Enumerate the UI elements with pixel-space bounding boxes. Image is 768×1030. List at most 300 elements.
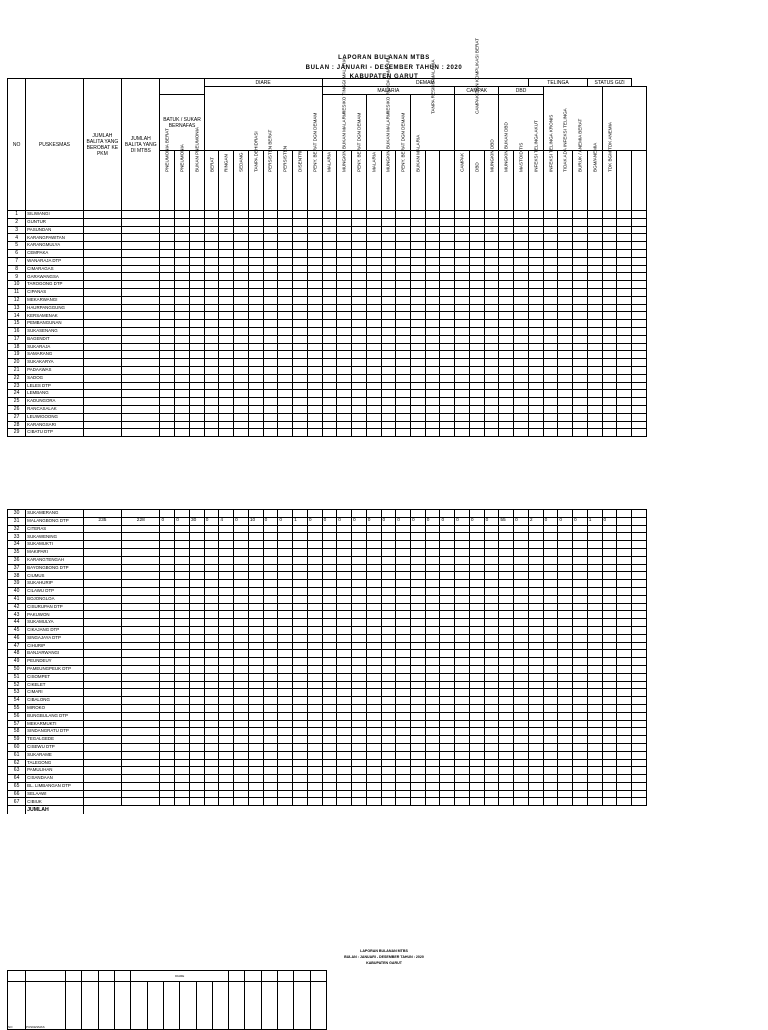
- puskesmas-name: BL. LIMBANGAN DTP: [26, 782, 84, 790]
- value-cell: [322, 704, 337, 712]
- value-cell: [248, 611, 263, 619]
- value-cell: [204, 564, 219, 572]
- value-cell: [514, 398, 529, 406]
- value-cell: [381, 626, 396, 634]
- value-cell: [160, 304, 175, 312]
- value-cell: [83, 382, 121, 390]
- value-cell: [160, 533, 175, 541]
- value-cell: [425, 533, 440, 541]
- puskesmas-name: SUKAHURIP: [26, 580, 84, 588]
- value-cell: [248, 296, 263, 304]
- value-cell: [573, 697, 588, 705]
- value-cell: [293, 775, 308, 783]
- value-cell: [263, 242, 278, 250]
- puskesmas-name: BAGENDIT: [26, 335, 84, 343]
- value-cell: [440, 288, 455, 296]
- value-cell: 2: [528, 517, 543, 525]
- value-cell: [122, 572, 160, 580]
- value-cell: [234, 366, 249, 374]
- value-cell: [307, 665, 322, 673]
- value-cell: [558, 421, 573, 429]
- value-cell: [278, 242, 293, 250]
- value-cell: [528, 736, 543, 744]
- value-cell: [573, 265, 588, 273]
- value-cell: [234, 798, 249, 806]
- value-cell: [528, 634, 543, 642]
- table-row: [8, 327, 647, 335]
- value-cell: [558, 712, 573, 720]
- value-cell: [381, 413, 396, 421]
- value-cell: [543, 619, 558, 627]
- value-cell: [573, 619, 588, 627]
- value-cell: [322, 296, 337, 304]
- value-cell: [307, 720, 322, 728]
- value-cell: [366, 782, 381, 790]
- value-cell: [558, 242, 573, 250]
- value-cell: [543, 681, 558, 689]
- value-cell: 0: [337, 517, 352, 525]
- value-cell: [484, 249, 499, 257]
- value-cell: [543, 775, 558, 783]
- value-cell: [484, 510, 499, 518]
- value-cell: [528, 265, 543, 273]
- value-cell: [352, 374, 367, 382]
- value-cell: [396, 603, 411, 611]
- value-cell: [204, 665, 219, 673]
- value-cell: [337, 296, 352, 304]
- value-cell: [514, 697, 529, 705]
- value-cell: [587, 234, 602, 242]
- value-cell: [248, 564, 263, 572]
- puskesmas-name: LEUWIGOONG: [26, 413, 84, 421]
- value-cell: [631, 759, 646, 767]
- value-cell: [219, 211, 234, 219]
- value-cell: [337, 548, 352, 556]
- value-cell: [293, 281, 308, 289]
- value-cell: [631, 782, 646, 790]
- value-cell: [528, 525, 543, 533]
- mini-col-top: [82, 971, 98, 982]
- value-cell: [322, 312, 337, 320]
- value-cell: [514, 413, 529, 421]
- value-cell: [617, 525, 632, 533]
- value-cell: [352, 743, 367, 751]
- value-cell: [484, 390, 499, 398]
- mini-report-period: BULAN : JANUARI - DESEMBER TAHUN : 2020: [344, 955, 424, 959]
- value-cell: [175, 681, 190, 689]
- value-cell: [381, 242, 396, 250]
- value-cell: [425, 728, 440, 736]
- value-cell: [425, 429, 440, 437]
- value-cell: [469, 288, 484, 296]
- value-cell: [366, 288, 381, 296]
- table-row: [8, 288, 647, 296]
- value-cell: [543, 595, 558, 603]
- value-cell: [499, 533, 514, 541]
- value-cell: [440, 580, 455, 588]
- value-cell: [484, 548, 499, 556]
- value-cell: [122, 736, 160, 744]
- value-cell: [219, 249, 234, 257]
- value-cell: [425, 564, 440, 572]
- value-cell: [543, 611, 558, 619]
- value-cell: [514, 390, 529, 398]
- total-cell: [234, 806, 249, 814]
- value-cell: [587, 312, 602, 320]
- value-cell: [234, 273, 249, 281]
- value-cell: [293, 556, 308, 564]
- value-cell: [175, 288, 190, 296]
- value-cell: [528, 327, 543, 335]
- mini-col: [310, 981, 326, 1029]
- value-cell: [587, 327, 602, 335]
- value-cell: [617, 273, 632, 281]
- value-cell: [293, 689, 308, 697]
- value-cell: [204, 595, 219, 603]
- value-cell: [337, 249, 352, 257]
- value-cell: [248, 390, 263, 398]
- value-cell: [602, 798, 617, 806]
- value-cell: [528, 510, 543, 518]
- value-cell: [410, 697, 425, 705]
- value-cell: [352, 673, 367, 681]
- value-cell: [410, 743, 425, 751]
- value-cell: [484, 405, 499, 413]
- value-cell: [528, 642, 543, 650]
- value-cell: [204, 390, 219, 398]
- puskesmas-name: CISOMPET: [26, 673, 84, 681]
- value-cell: [122, 351, 160, 359]
- value-cell: [204, 790, 219, 798]
- value-cell: [352, 273, 367, 281]
- value-cell: [455, 798, 470, 806]
- value-cell: [83, 327, 121, 335]
- value-cell: [175, 767, 190, 775]
- mini-col: [212, 981, 228, 1029]
- value-cell: [189, 720, 204, 728]
- value-cell: [83, 541, 121, 549]
- table-row: [8, 510, 647, 518]
- value-cell: [293, 265, 308, 273]
- value-cell: [455, 218, 470, 226]
- value-cell: [602, 257, 617, 265]
- puskesmas-name: SAMARANG: [26, 351, 84, 359]
- value-cell: [278, 413, 293, 421]
- value-cell: [484, 782, 499, 790]
- value-cell: [234, 510, 249, 518]
- value-cell: [602, 413, 617, 421]
- value-cell: [499, 642, 514, 650]
- value-cell: [514, 595, 529, 603]
- value-cell: [514, 343, 529, 351]
- value-cell: [514, 704, 529, 712]
- value-cell: [410, 556, 425, 564]
- value-cell: [307, 619, 322, 627]
- value-cell: [499, 429, 514, 437]
- value-cell: [617, 619, 632, 627]
- value-cell: [499, 405, 514, 413]
- value-cell: [617, 572, 632, 580]
- value-cell: [278, 782, 293, 790]
- value-cell: [322, 580, 337, 588]
- value-cell: [499, 580, 514, 588]
- value-cell: [514, 548, 529, 556]
- value-cell: [219, 234, 234, 242]
- value-cell: [219, 421, 234, 429]
- value-cell: [175, 374, 190, 382]
- value-cell: [558, 510, 573, 518]
- value-cell: [234, 541, 249, 549]
- value-cell: [219, 751, 234, 759]
- value-cell: [219, 265, 234, 273]
- value-cell: [219, 548, 234, 556]
- value-cell: [484, 564, 499, 572]
- value-cell: [278, 743, 293, 751]
- value-cell: [587, 611, 602, 619]
- value-cell: [425, 767, 440, 775]
- value-cell: [469, 273, 484, 281]
- value-cell: [234, 580, 249, 588]
- value-cell: [234, 343, 249, 351]
- value-cell: [278, 281, 293, 289]
- value-cell: [484, 626, 499, 634]
- value-cell: [248, 759, 263, 767]
- value-cell: [558, 751, 573, 759]
- value-cell: [293, 304, 308, 312]
- value-cell: [528, 798, 543, 806]
- value-cell: [83, 681, 121, 689]
- value-cell: [425, 525, 440, 533]
- value-cell: [573, 556, 588, 564]
- value-cell: [293, 226, 308, 234]
- value-cell: [263, 720, 278, 728]
- value-cell: [484, 273, 499, 281]
- value-cell: [631, 642, 646, 650]
- value-cell: [352, 587, 367, 595]
- value-cell: [352, 619, 367, 627]
- table-row: [8, 312, 647, 320]
- value-cell: [337, 398, 352, 406]
- value-cell: [352, 642, 367, 650]
- value-cell: [337, 335, 352, 343]
- value-cell: [440, 572, 455, 580]
- value-cell: [189, 390, 204, 398]
- value-cell: [83, 689, 121, 697]
- leaf-col-13-label: MUNGKIN BUKAN MALARIA: [341, 111, 347, 172]
- value-cell: [499, 759, 514, 767]
- value-cell: [631, 234, 646, 242]
- table-row: [8, 767, 647, 775]
- value-cell: [83, 226, 121, 234]
- value-cell: [455, 398, 470, 406]
- table-row: [8, 587, 647, 595]
- leaf-col-5-label: RINGAN: [223, 153, 229, 172]
- value-cell: [514, 374, 529, 382]
- value-cell: [234, 429, 249, 437]
- value-cell: [234, 405, 249, 413]
- value-cell: [307, 312, 322, 320]
- value-cell: [410, 257, 425, 265]
- value-cell: [248, 242, 263, 250]
- value-cell: [293, 704, 308, 712]
- value-cell: [219, 650, 234, 658]
- value-cell: [484, 681, 499, 689]
- value-cell: [602, 320, 617, 328]
- value-cell: [558, 211, 573, 219]
- value-cell: [617, 413, 632, 421]
- value-cell: [587, 374, 602, 382]
- row-number: 40: [8, 587, 26, 595]
- value-cell: [381, 767, 396, 775]
- value-cell: [543, 541, 558, 549]
- value-cell: [631, 304, 646, 312]
- value-cell: [263, 626, 278, 634]
- value-cell: [204, 273, 219, 281]
- value-cell: [175, 413, 190, 421]
- value-cell: [425, 405, 440, 413]
- value-cell: [514, 327, 529, 335]
- value-cell: [263, 343, 278, 351]
- group-malaria: MALARIA: [322, 87, 455, 95]
- value-cell: [366, 335, 381, 343]
- value-cell: [307, 728, 322, 736]
- value-cell: [440, 382, 455, 390]
- value-cell: [440, 398, 455, 406]
- leaf-col-2-label: PNEUMONIA: [179, 143, 185, 172]
- value-cell: [587, 556, 602, 564]
- value-cell: [83, 296, 121, 304]
- value-cell: [514, 736, 529, 744]
- row-number: 59: [8, 736, 26, 744]
- value-cell: [175, 572, 190, 580]
- value-cell: [293, 665, 308, 673]
- value-cell: [122, 312, 160, 320]
- value-cell: [337, 775, 352, 783]
- value-cell: [617, 775, 632, 783]
- value-cell: [617, 374, 632, 382]
- table-row: [8, 359, 647, 367]
- value-cell: [234, 782, 249, 790]
- value-cell: [293, 603, 308, 611]
- value-cell: [484, 595, 499, 603]
- value-cell: [83, 510, 121, 518]
- value-cell: [617, 564, 632, 572]
- row-number: 8: [8, 265, 26, 273]
- value-cell: [337, 265, 352, 273]
- value-cell: [278, 226, 293, 234]
- value-cell: 55: [499, 517, 514, 525]
- value-cell: [322, 767, 337, 775]
- value-cell: [189, 790, 204, 798]
- value-cell: [543, 390, 558, 398]
- value-cell: [499, 320, 514, 328]
- value-cell: [455, 366, 470, 374]
- value-cell: [293, 273, 308, 281]
- total-cell: [558, 806, 573, 814]
- value-cell: [189, 673, 204, 681]
- value-cell: [278, 658, 293, 666]
- value-cell: [469, 510, 484, 518]
- value-cell: [396, 580, 411, 588]
- mini-col-top: [98, 971, 114, 982]
- value-cell: [322, 398, 337, 406]
- value-cell: 0: [410, 517, 425, 525]
- leaf-col-7-label: TANPA DEHIDRASI: [253, 130, 259, 172]
- value-cell: [307, 564, 322, 572]
- value-cell: [469, 650, 484, 658]
- value-cell: [175, 296, 190, 304]
- value-cell: [440, 548, 455, 556]
- value-cell: [381, 288, 396, 296]
- value-cell: [381, 751, 396, 759]
- value-cell: [469, 572, 484, 580]
- value-cell: [543, 525, 558, 533]
- value-cell: [234, 398, 249, 406]
- value-cell: [499, 249, 514, 257]
- value-cell: [631, 413, 646, 421]
- value-cell: [366, 510, 381, 518]
- value-cell: [381, 366, 396, 374]
- table-row: [8, 304, 647, 312]
- value-cell: [337, 242, 352, 250]
- value-cell: [189, 281, 204, 289]
- leaf-col-23: [484, 138, 499, 211]
- value-cell: [558, 374, 573, 382]
- value-cell: [381, 611, 396, 619]
- value-cell: [322, 634, 337, 642]
- value-cell: [602, 736, 617, 744]
- value-cell: [573, 743, 588, 751]
- value-cell: [381, 712, 396, 720]
- value-cell: [587, 242, 602, 250]
- value-cell: [175, 218, 190, 226]
- value-cell: [189, 421, 204, 429]
- value-cell: [381, 249, 396, 257]
- value-cell: [122, 281, 160, 289]
- value-cell: [322, 249, 337, 257]
- value-cell: [455, 587, 470, 595]
- value-cell: [587, 257, 602, 265]
- value-cell: [366, 642, 381, 650]
- value-cell: [455, 421, 470, 429]
- value-cell: [322, 587, 337, 595]
- value-cell: [440, 782, 455, 790]
- value-cell: [189, 767, 204, 775]
- value-cell: [587, 619, 602, 627]
- value-cell: [425, 775, 440, 783]
- row-number: 11: [8, 288, 26, 296]
- value-cell: [175, 327, 190, 335]
- value-cell: [352, 658, 367, 666]
- value-cell: [307, 626, 322, 634]
- value-cell: [558, 681, 573, 689]
- value-cell: [204, 398, 219, 406]
- value-cell: [558, 343, 573, 351]
- value-cell: [352, 775, 367, 783]
- value-cell: [425, 421, 440, 429]
- row-number: 46: [8, 634, 26, 642]
- value-cell: [484, 728, 499, 736]
- value-cell: [425, 226, 440, 234]
- value-cell: [543, 351, 558, 359]
- value-cell: [440, 525, 455, 533]
- value-cell: [175, 366, 190, 374]
- value-cell: [160, 650, 175, 658]
- value-cell: [248, 665, 263, 673]
- value-cell: [219, 619, 234, 627]
- value-cell: [543, 320, 558, 328]
- puskesmas-name: SELAAWI: [26, 790, 84, 798]
